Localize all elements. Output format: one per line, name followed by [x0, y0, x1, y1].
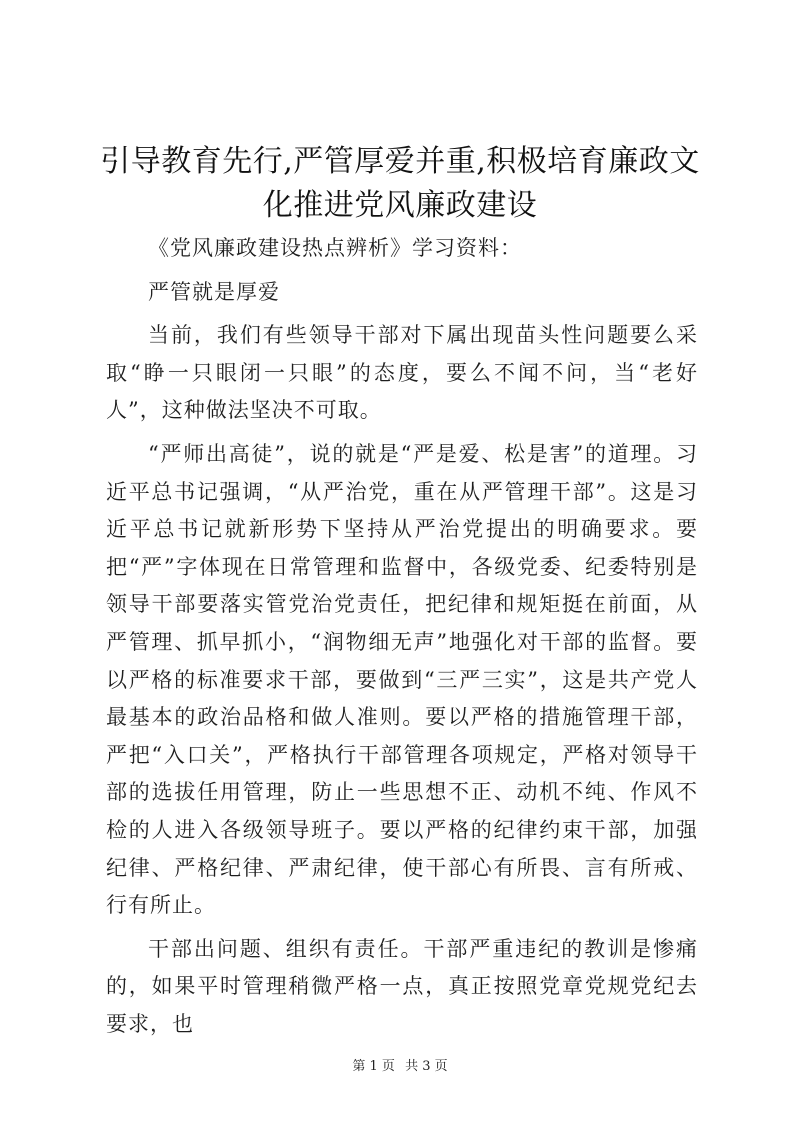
document-title: 引导教育先行,严管厚爱并重,积极培育廉政文化推进党风廉政建设 — [100, 144, 700, 223]
page-footer — [0, 1055, 800, 1074]
paragraph-source: 《党风廉政建设热点辨析》学习资料： — [148, 236, 522, 260]
page-total: 共 3 页 — [405, 1059, 448, 1074]
paragraph-subheading: 严管就是厚爱 — [148, 279, 280, 304]
paragraph: 干部出问题、组织有责任。干部严重违纪的教训是惨痛的，如果平时管理稍微严格一点，真正按照党章党规党纪去要求，也 — [106, 936, 698, 1036]
paragraph: 当前，我们有些领导干部对下属出现苗头性问题要么采取“睁一只眼闭一只眼”的态度，要么不闻不问，当“老好人”，这种做法坚决不可取。 — [106, 323, 698, 423]
page-number: 第 1 页 — [352, 1059, 395, 1074]
document-body — [106, 230, 698, 1049]
paragraph: “严师出高徒”，说的就是“严是爱、松是害”的道理。习近平总书记强调，“从严治党，重在从严管理干部”。这是习近平总书记就新形势下坚持从严治党提出的明确要求。要把“严”字体现在日常管理和监督中，各级党委、纪委特别是领导干部要落实管党治党责任，把纪律和规矩挺在前面，从严管理、抓早抓小，“润物细无声”地强化对干部的监督。要以严格的标准要求干部，要做到“三严三实”，这是共产党人最基本的政治品格和做人准则。要以严格的措施管理干部，严把“入口关”，严格执行干部管理各项规定，严格对领导干部的选拔任用管理，防止一些思想不正、动机不纯、作风不检的人进入各级领导班子。要以严格的纪律约束干部，加强纪律、严格纪律、严肃纪律，使干部心有所畏、言有所戒、行有所止。 — [106, 441, 698, 918]
